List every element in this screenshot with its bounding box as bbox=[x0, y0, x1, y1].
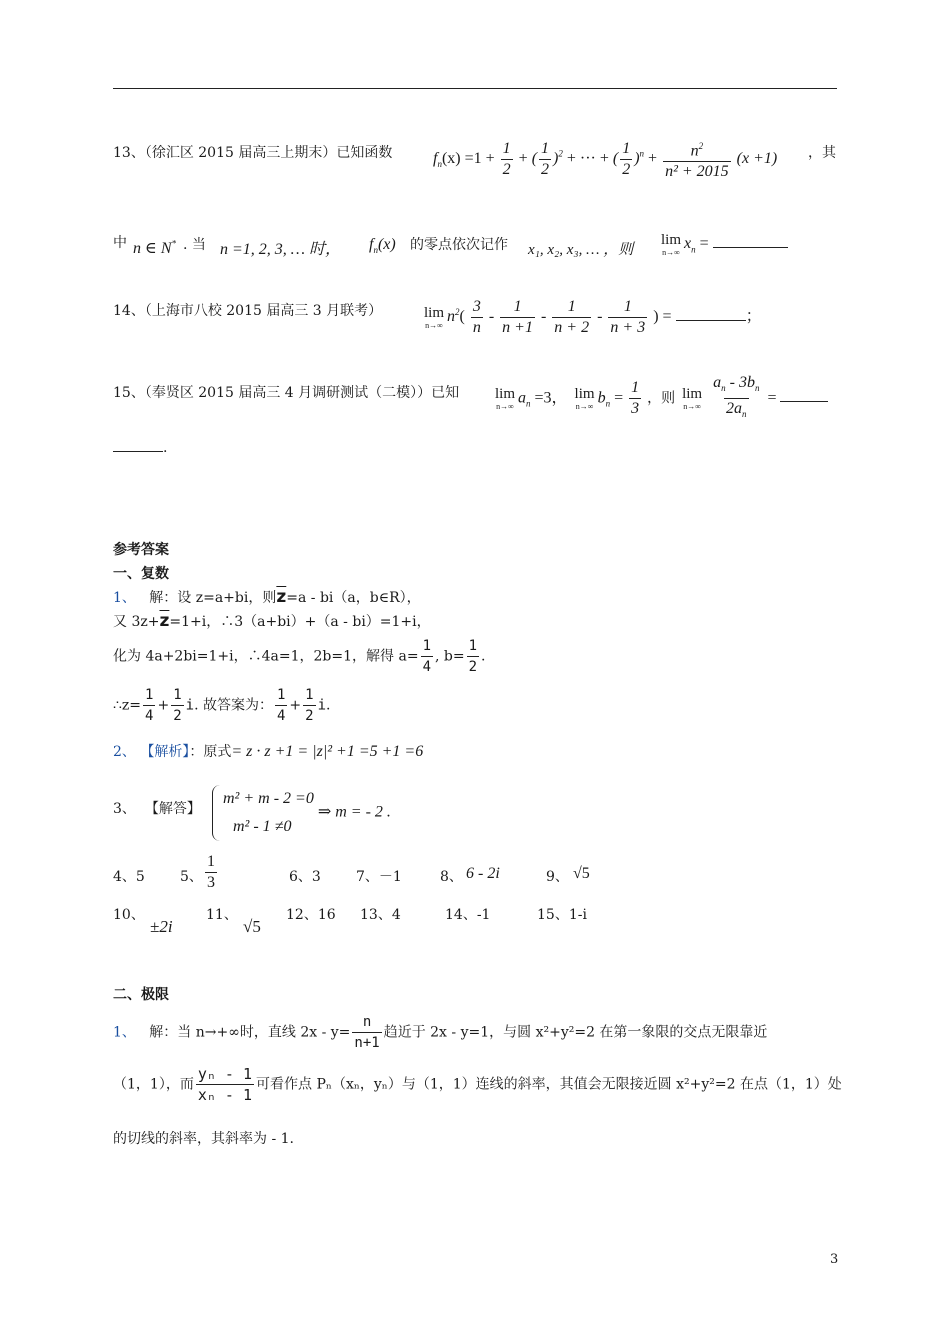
ans-11-value: √5 bbox=[243, 917, 261, 936]
t: 解：设 z=a+bi，则 bbox=[149, 590, 277, 606]
section-2-title: 二、极限 bbox=[113, 987, 169, 1003]
den: n + 3 bbox=[610, 319, 646, 336]
t: . bbox=[481, 648, 486, 665]
t: =1+i，∴3（a+bi）+（a - bi）=1+i， bbox=[169, 614, 431, 630]
t: + bbox=[289, 697, 302, 714]
ans-14: 14、-1 bbox=[445, 907, 491, 923]
t: （1，1），而 bbox=[113, 1076, 194, 1093]
q13-blank bbox=[713, 237, 788, 248]
an-sub: n bbox=[526, 398, 531, 409]
sub: n bbox=[754, 383, 760, 394]
t: 趋近于 2x - y=1，与圆 x²+y²=2 在第一象限的交点无限靠近 bbox=[383, 1024, 768, 1041]
lim: lim bbox=[495, 386, 516, 403]
plus: + bbox=[648, 149, 658, 167]
num: 1 bbox=[631, 379, 640, 397]
a2-line bbox=[113, 741, 423, 761]
den: n + 2 bbox=[554, 319, 590, 336]
num: 1 bbox=[276, 687, 286, 703]
paren: ( bbox=[612, 149, 619, 167]
num: 1 bbox=[207, 853, 215, 870]
minus: - bbox=[597, 308, 603, 326]
tag: 【解答】 bbox=[144, 801, 201, 817]
den: 4 bbox=[421, 656, 433, 677]
paren: ( bbox=[531, 149, 538, 167]
q14-label: 14、（上海市八校 2015 届高三 3 月联考） bbox=[113, 303, 383, 319]
lim-sub: n→∞ bbox=[662, 248, 680, 257]
num: 1 bbox=[622, 139, 631, 157]
end: ； bbox=[745, 308, 762, 326]
q13-label: 13、（徐汇区 2015 届高三上期末）已知函数 bbox=[113, 145, 393, 161]
t: i bbox=[185, 697, 195, 714]
ans-6: 6、3 bbox=[289, 869, 321, 885]
a1-line1 bbox=[113, 587, 421, 607]
a1-line2 bbox=[113, 611, 431, 631]
den: 4 bbox=[143, 705, 155, 726]
page-number: 3 bbox=[830, 1252, 839, 1267]
q14-blank bbox=[676, 310, 746, 321]
den: n +1 bbox=[502, 319, 533, 336]
den: 2 bbox=[171, 705, 183, 726]
num: 1 bbox=[567, 298, 576, 315]
q14-formula: lim n→∞ $n^2$( $\frac{3}{n}$ - $\frac{1}{n +1}$ - $\frac{1}{n + 2}$ - $\frac{1}{n + 3}$ ) = ； bbox=[424, 298, 762, 336]
q13-nin bbox=[133, 238, 176, 258]
q13-zhong: 中 bbox=[113, 235, 127, 251]
q15-third bbox=[629, 378, 641, 419]
a1-f2 bbox=[171, 685, 183, 726]
xn-sub: n bbox=[691, 244, 696, 255]
lim-sub: n→∞ bbox=[575, 402, 594, 412]
close: ) = bbox=[653, 308, 672, 326]
q14-frac-1 bbox=[471, 297, 483, 338]
den: n² + 2015 bbox=[665, 163, 729, 181]
lim-sub: n→∞ bbox=[425, 321, 443, 330]
ans-9-value: √5 bbox=[573, 865, 590, 882]
minus: - bbox=[488, 308, 495, 326]
q13-half-3 bbox=[620, 139, 632, 180]
num: 1、 bbox=[113, 1024, 136, 1041]
end: . bbox=[163, 440, 168, 456]
q15-main-frac bbox=[711, 373, 761, 424]
t: =a - bi（a，b∈R）， bbox=[286, 590, 421, 606]
t: ：原式 bbox=[189, 744, 232, 760]
ans-8-value: 6 - 2i bbox=[466, 865, 500, 882]
lim: lim bbox=[424, 305, 445, 321]
sub: n bbox=[742, 409, 747, 420]
row1: m² + m - 2 =0 bbox=[223, 790, 314, 807]
exp: 2 bbox=[558, 148, 563, 159]
q15-label: 15、（奉贤区 2015 届高三 4 月调研测试（二模））已知 bbox=[113, 385, 460, 401]
num: 1 bbox=[422, 638, 431, 654]
tag: 【解析】 bbox=[140, 744, 190, 760]
num: 1 bbox=[513, 298, 522, 315]
den: 4 bbox=[275, 705, 287, 726]
num: 2、 bbox=[113, 744, 136, 760]
row2: m² - 1 ≠0 bbox=[233, 818, 292, 835]
den: xₙ - 1 bbox=[197, 1086, 253, 1104]
ans-5-label: 5、 bbox=[180, 869, 203, 885]
t: 化为 4a+2bi=1+i，∴4a=1，2b=1，解得 a= bbox=[113, 648, 419, 665]
lim-sub: n→∞ bbox=[496, 402, 514, 412]
q13-half-2 bbox=[539, 139, 551, 180]
paren: ) bbox=[634, 149, 640, 167]
an: a bbox=[518, 389, 527, 407]
den: 3 bbox=[207, 874, 215, 891]
paren: ) bbox=[553, 149, 559, 167]
q15-line2 bbox=[113, 440, 167, 456]
a1-f1 bbox=[143, 685, 155, 726]
den: 2 bbox=[303, 705, 315, 726]
num: yₙ - 1 bbox=[197, 1065, 253, 1083]
eq: = bbox=[614, 389, 624, 407]
t: ∴z= bbox=[113, 697, 142, 714]
answers-title: 参考答案 bbox=[113, 542, 169, 558]
dots: + ··· + bbox=[566, 149, 609, 167]
tail: (x) bbox=[377, 236, 396, 253]
ans-5-frac bbox=[203, 852, 219, 893]
q13-formula bbox=[433, 136, 777, 182]
a3-system bbox=[212, 785, 391, 841]
num: 1 bbox=[468, 638, 478, 654]
b1-slope-frac bbox=[196, 1064, 254, 1105]
math: = z · z +1 = |z|² +1 =5 +1 =6 bbox=[231, 743, 424, 760]
ans-8-label: 8、 bbox=[440, 869, 463, 885]
q13-big-frac bbox=[663, 136, 731, 182]
eqend: = bbox=[767, 389, 777, 407]
t: + bbox=[157, 697, 170, 714]
zbar: $\overline{z}$ bbox=[276, 587, 287, 607]
ans-9-label: 9、 bbox=[546, 869, 569, 885]
den: 2 bbox=[622, 160, 631, 178]
q13-half-1 bbox=[501, 139, 513, 180]
den: 2 bbox=[502, 160, 511, 178]
ans-11-label: 11、 bbox=[206, 907, 238, 923]
lim: lim bbox=[682, 386, 703, 403]
den: 2 bbox=[467, 656, 479, 677]
bn: b bbox=[597, 389, 606, 407]
a1-line4 bbox=[113, 685, 330, 726]
t: 可看作点 Pₙ（xₙ，yₙ）与（1，1）连线的斜率，其值会无限接近圆 x²+y²=2 在点（1，1）处 bbox=[256, 1076, 842, 1093]
a1-quarter bbox=[421, 636, 433, 677]
den: 2 bbox=[541, 160, 550, 178]
plus: + bbox=[518, 149, 528, 167]
exp: n bbox=[639, 148, 645, 159]
n-in: n ∈ N bbox=[133, 240, 172, 257]
lim-sub: n→∞ bbox=[683, 402, 701, 412]
tail: (x +1) bbox=[736, 149, 778, 167]
lim: lim bbox=[574, 386, 595, 403]
eq: = bbox=[699, 235, 709, 253]
ze: ，则 bbox=[647, 391, 676, 407]
t: . 故答案为： bbox=[194, 697, 273, 714]
ans-12: 12、16 bbox=[286, 907, 336, 923]
sub: n bbox=[721, 383, 726, 394]
num: 1 bbox=[623, 298, 632, 315]
num: n bbox=[690, 142, 699, 160]
a3-label bbox=[113, 798, 201, 818]
q14-frac-2 bbox=[500, 297, 535, 338]
t: 又 3z+ bbox=[113, 614, 160, 630]
num: 1 bbox=[502, 139, 511, 157]
sub: n bbox=[373, 245, 378, 256]
ans-10-label: 10、 bbox=[113, 907, 145, 923]
header-rule bbox=[113, 88, 837, 89]
q15-blank-2 bbox=[113, 441, 163, 452]
num-a: a bbox=[713, 374, 722, 391]
a1-f4 bbox=[303, 685, 315, 726]
t: 解：当 n→+∞时，直线 2x - y= bbox=[149, 1024, 351, 1041]
q13-neq: n =1, 2, 3, … 时， bbox=[220, 241, 342, 258]
q13-qi: ，其 bbox=[808, 145, 836, 161]
res: ⇒ m = - 2 . bbox=[317, 803, 391, 821]
b1-line2 bbox=[113, 1064, 842, 1105]
t: i bbox=[317, 697, 327, 714]
num: n bbox=[362, 1014, 372, 1030]
q13-func: f bbox=[433, 149, 438, 167]
num: 1、 bbox=[113, 590, 136, 606]
den: 2a bbox=[726, 400, 743, 418]
num: 1 bbox=[173, 687, 182, 703]
t: . bbox=[326, 697, 331, 714]
num: 1 bbox=[541, 139, 550, 157]
q13-expr-a: (x) =1 + bbox=[441, 149, 495, 167]
zbar: $\overline{z}$ bbox=[159, 611, 170, 631]
q14-frac-4 bbox=[608, 297, 647, 338]
star: * bbox=[171, 238, 177, 249]
a1-f3 bbox=[275, 685, 287, 726]
den: n bbox=[472, 319, 481, 336]
q13-fx bbox=[369, 236, 396, 255]
section-1-title: 一、复数 bbox=[113, 566, 169, 582]
q13-xs: x₁, x₂, x₃, … ，则 bbox=[528, 242, 634, 258]
q13-dang: . 当 bbox=[183, 237, 206, 253]
q15-blank-1 bbox=[780, 391, 828, 402]
ans-7: 7、－1 bbox=[356, 869, 402, 885]
num: 1 bbox=[145, 687, 154, 703]
num: 3、 bbox=[113, 801, 136, 817]
q14-frac-3 bbox=[552, 297, 591, 338]
xn: x bbox=[684, 235, 692, 253]
a1-half bbox=[467, 636, 479, 677]
minus: - bbox=[540, 308, 547, 326]
q13-zero-text: 的零点依次记作 bbox=[410, 237, 508, 253]
n: n bbox=[447, 308, 456, 326]
num: 1 bbox=[305, 687, 314, 703]
num: 3 bbox=[472, 298, 481, 315]
eq3: =3， bbox=[534, 389, 568, 407]
exp: 2 bbox=[698, 141, 704, 151]
ans-15: 15、1-i bbox=[537, 907, 587, 923]
q13-lim bbox=[658, 232, 788, 257]
f: f bbox=[369, 236, 374, 253]
b1-frac bbox=[352, 1012, 381, 1053]
a1-line3 bbox=[113, 636, 485, 677]
exp: 2 bbox=[455, 306, 460, 317]
ans-13: 13、4 bbox=[360, 907, 401, 923]
lim: lim bbox=[661, 232, 682, 248]
b1-line3: 的切线的斜率，其斜率为 - 1. bbox=[113, 1131, 294, 1147]
b1-line1 bbox=[113, 1012, 767, 1053]
ans-4: 4、5 bbox=[113, 869, 145, 885]
ans-10-value: ±2i bbox=[150, 917, 173, 936]
den: n+1 bbox=[352, 1032, 381, 1053]
t: , b= bbox=[435, 648, 465, 665]
q15-formula bbox=[492, 373, 828, 424]
num-mid: - 3b bbox=[725, 374, 755, 391]
q13-func-sub: n bbox=[437, 159, 442, 170]
den: 3 bbox=[631, 400, 640, 418]
bn-sub: n bbox=[605, 398, 611, 409]
